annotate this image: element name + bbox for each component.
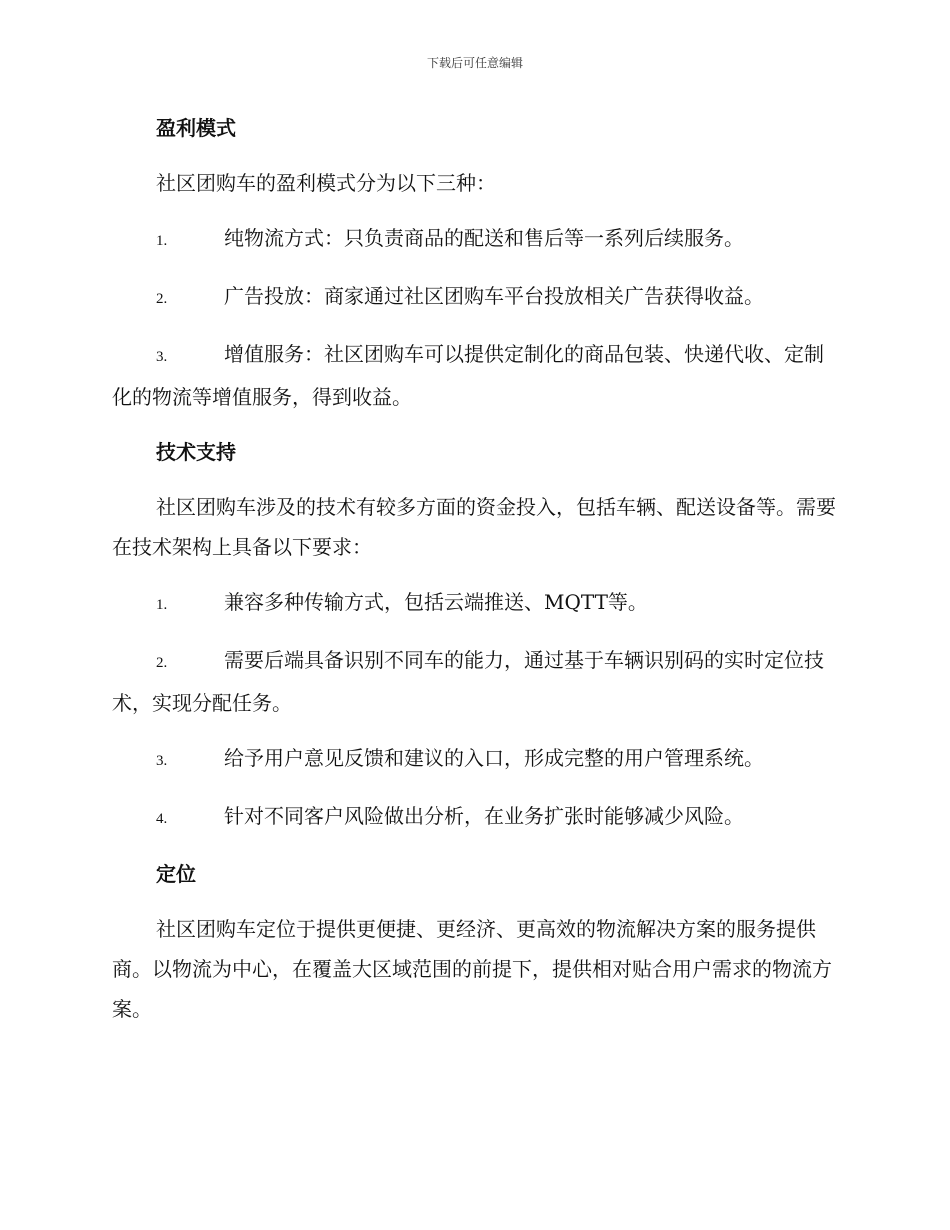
list-text: 广告投放：商家通过社区团购车平台投放相关广告获得收益。 bbox=[224, 284, 764, 308]
section-intro: 社区团购车的盈利模式分为以下三种： bbox=[156, 171, 496, 195]
list-text: 针对不同客户风险做出分析，在业务扩张时能够减少风险。 bbox=[224, 804, 744, 828]
list-item bbox=[112, 796, 840, 839]
section-title-profit-model: 盈利模式 bbox=[156, 116, 236, 140]
list-number: 1. bbox=[156, 233, 168, 249]
list-text: 需要后端具备识别不同车的能力，通过基于车辆识别码的实时定位技术，实现分配任务。 bbox=[112, 648, 824, 715]
list-number: 1. bbox=[156, 597, 168, 613]
section-title-positioning: 定位 bbox=[156, 862, 196, 886]
list-item bbox=[112, 218, 840, 261]
list-text: 纯物流方式：只负责商品的配送和售后等一系列后续服务。 bbox=[224, 226, 744, 250]
list-number: 4. bbox=[156, 811, 168, 827]
list-number: 3. bbox=[156, 349, 168, 365]
list-item bbox=[112, 334, 840, 417]
list-item bbox=[112, 276, 840, 319]
list-item bbox=[112, 582, 840, 625]
section-intro: 社区团购车涉及的技术有较多方面的资金投入，包括车辆、配送设备等。需要在技术架构上具备以下要求： bbox=[112, 495, 836, 559]
section-title-tech-support: 技术支持 bbox=[156, 440, 236, 464]
list-text: 增值服务：社区团购车可以提供定制化的商品包装、快递代收、定制化的物流等增值服务，得到收益。 bbox=[112, 342, 824, 409]
list-number: 2. bbox=[156, 291, 168, 307]
document-content bbox=[112, 108, 840, 1044]
list-text: 给予用户意见反馈和建议的入口，形成完整的用户管理系统。 bbox=[224, 746, 764, 770]
list-number: 2. bbox=[156, 655, 168, 671]
list-number: 3. bbox=[156, 753, 168, 769]
header-note: 下载后可任意编辑 bbox=[426, 56, 523, 70]
list-text: 兼容多种传输方式，包括云端推送、MQTT等。 bbox=[224, 590, 648, 614]
list-item bbox=[112, 738, 840, 781]
list-item bbox=[112, 640, 840, 723]
section-intro: 社区团购车定位于提供更便捷、更经济、更高效的物流解决方案的服务提供商。以物流为中心，在覆盖大区域范围的前提下，提供相对贴合用户需求的物流方案。 bbox=[112, 917, 832, 1021]
